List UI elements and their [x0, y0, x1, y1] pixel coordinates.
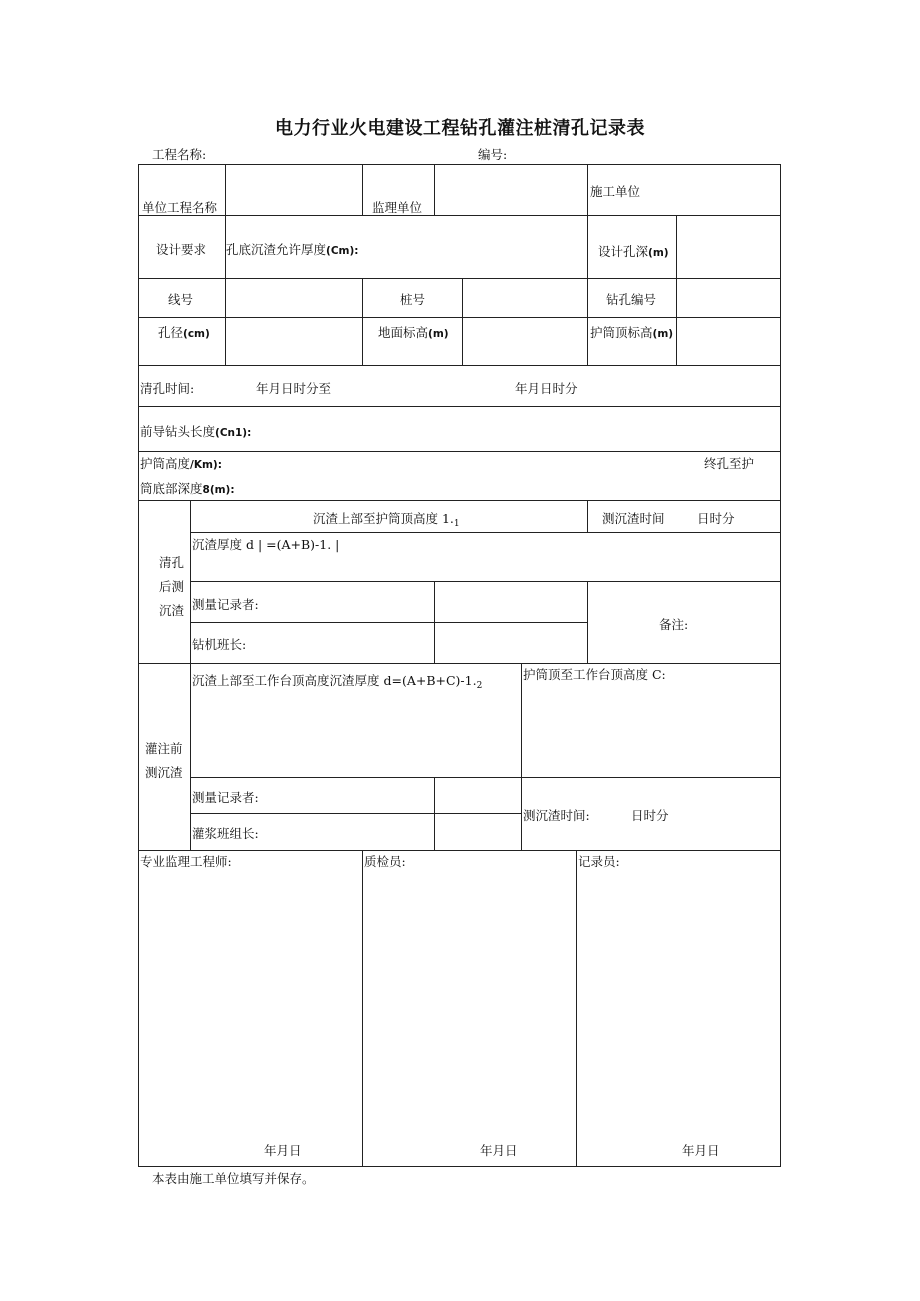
- engineer-date: 年月日: [264, 1143, 302, 1158]
- pile-number-label: 桩号: [400, 292, 426, 307]
- hole-number-label: 钻孔编号: [606, 292, 657, 307]
- remark-label: 备注:: [659, 617, 689, 632]
- ground-elevation-label: 地面标高(m): [378, 325, 449, 340]
- design-hole-depth-label: 设计孔深(m): [598, 244, 669, 259]
- pour-recorder-label: 测量记录者:: [192, 790, 259, 805]
- clean-time-from: 年月日时分至: [256, 381, 332, 396]
- sediment-to-platform-formula: 沉渣上部至工作台顶高度沉渣厚度 $d=(A+B+C)-1._2$: [192, 673, 483, 691]
- pour-leader-label: 灌浆班组长:: [192, 826, 259, 841]
- design-requirement-label: 设计要求: [156, 242, 207, 257]
- sediment-allowance-label: 孔底沉渣允许厚度(Cm):: [226, 242, 359, 257]
- pour-measure-time-label: 测沉渣时间:: [523, 808, 590, 823]
- sediment-to-casing-height-label: 沉渣上部至护筒顶高度 $1._1$: [313, 511, 460, 529]
- driller-leader-label: 钻机班长:: [192, 637, 247, 652]
- sediment-thickness-formula: 沉渣厚度 d | =(A+B)-1. |: [192, 537, 340, 552]
- supervision-unit-label: 监理单位: [372, 200, 423, 215]
- recorder-date: 年月日: [682, 1143, 720, 1158]
- casing-bottom-depth-label: 筒底部深度8(m):: [140, 481, 235, 496]
- measure-time-value: 日时分: [697, 511, 735, 526]
- clean-time-to: 年月日时分: [515, 381, 578, 396]
- inspector-signature-label: 质检员:: [364, 854, 406, 869]
- before-pour-section-line1: 灌注前: [145, 741, 183, 756]
- casing-to-platform-label: 护筒顶至工作台顶高度 C:: [523, 667, 666, 682]
- before-pour-section-line2: 测沉渣: [145, 765, 183, 780]
- casing-height-label: 护筒高度/Km):: [140, 456, 222, 471]
- clean-time-label: 清孔时间:: [140, 381, 195, 396]
- hole-diameter-label: 孔径(cm): [158, 325, 210, 340]
- number-label: 编号:: [478, 147, 508, 162]
- page-title: 电力行业火电建设工程钻孔灌注桩清孔记录表: [275, 118, 645, 139]
- casing-top-elevation-label: 护筒顶标高(m): [590, 325, 674, 340]
- recorder-signature-label: 记录员:: [578, 854, 620, 869]
- inspector-date: 年月日: [480, 1143, 518, 1158]
- engineer-signature-label: 专业监理工程师:: [140, 854, 232, 869]
- construction-unit-label: 施工单位: [590, 184, 641, 199]
- after-clean-section-line3: 沉渣: [159, 603, 185, 618]
- pour-measure-time-value: 日时分: [631, 808, 669, 823]
- final-hole-label: 终孔至护: [704, 456, 755, 471]
- after-clean-section-line2: 后测: [159, 579, 185, 594]
- after-clean-section-line1: 清孔: [159, 555, 185, 570]
- guide-bit-length-label: 前导钻头长度(Cn1):: [140, 424, 252, 439]
- project-name-label: 工程名称:: [152, 147, 207, 162]
- line-number-label: 线号: [168, 292, 194, 307]
- unit-project-name-label: 单位工程名称: [142, 200, 218, 215]
- measure-time-label: 测沉渣时间: [602, 511, 665, 526]
- footer-note: 本表由施工单位填写并保存。: [152, 1171, 315, 1186]
- recorder-label: 测量记录者:: [192, 597, 259, 612]
